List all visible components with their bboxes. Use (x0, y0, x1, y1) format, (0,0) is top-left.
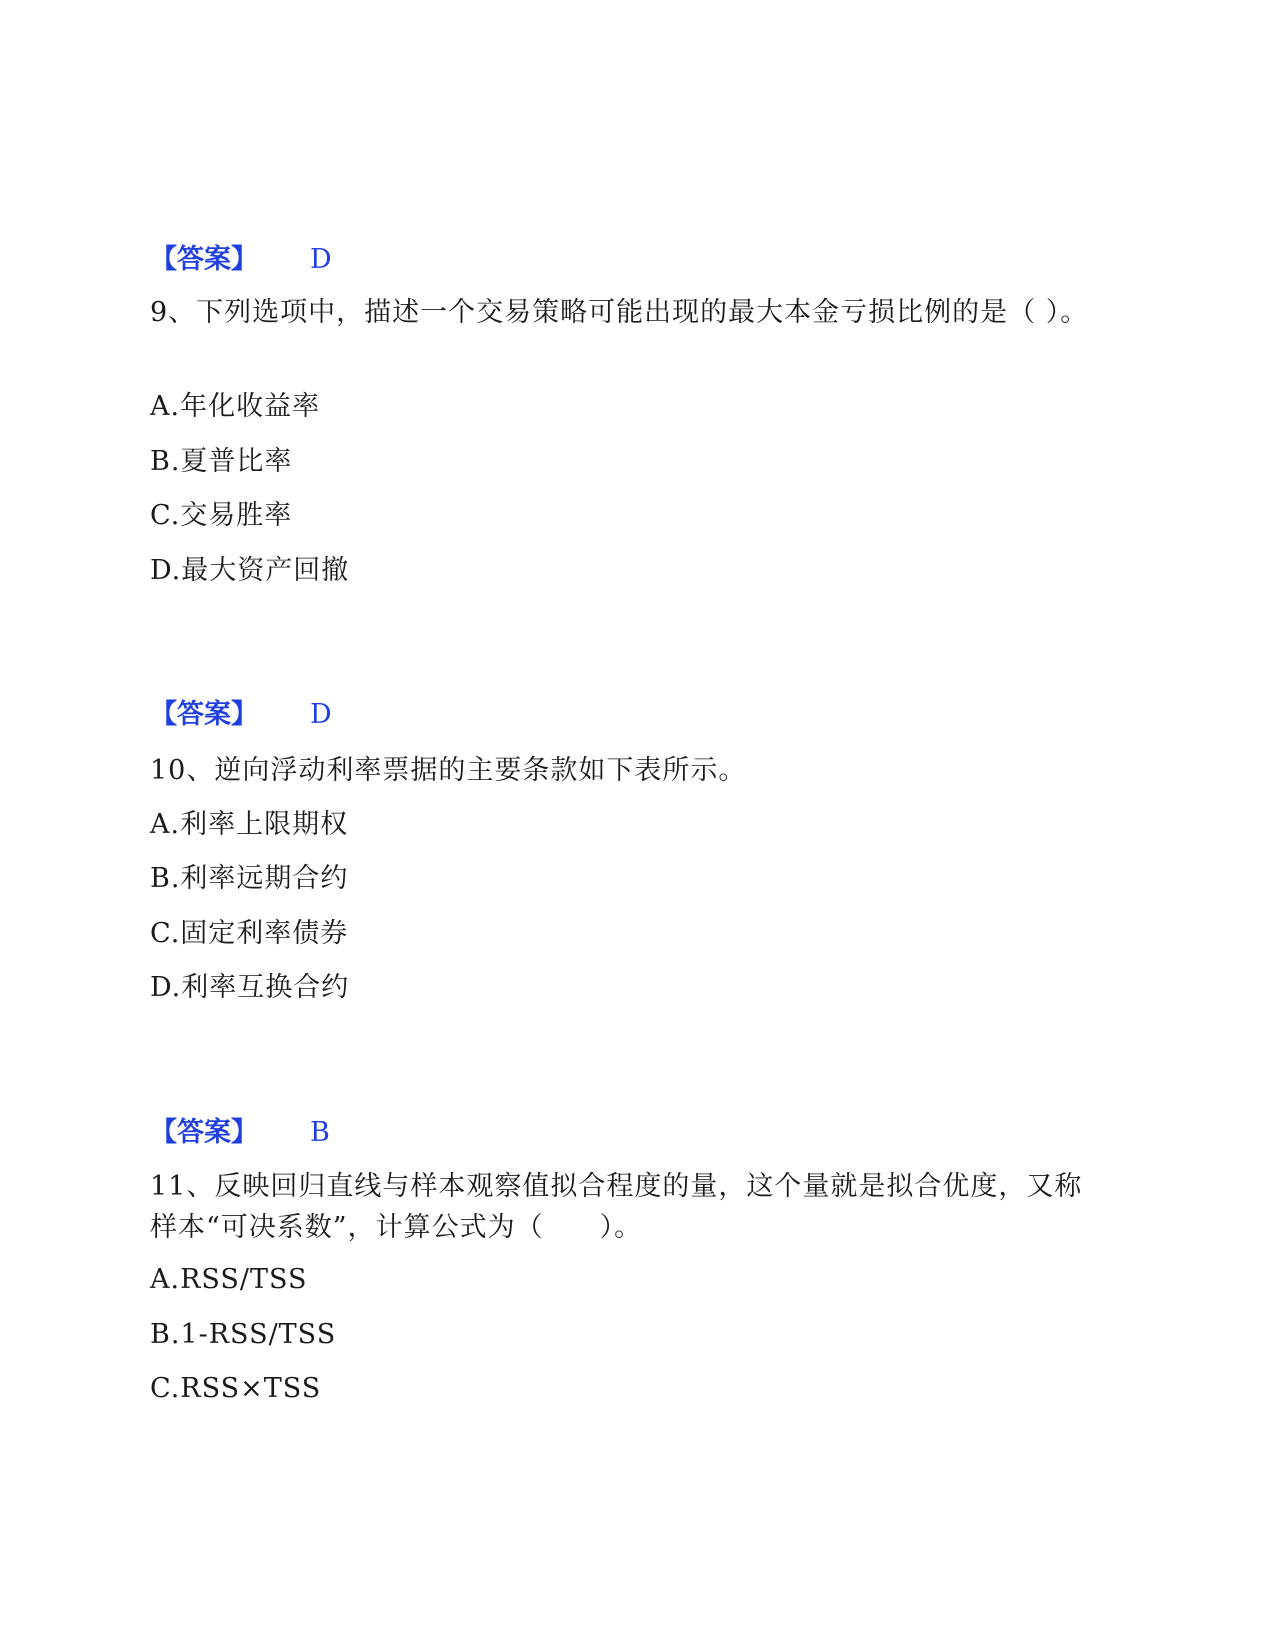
question-11-option-a: A.RSS/TSS (150, 1264, 308, 1295)
answer-line-3 (150, 1113, 330, 1153)
answer-line-2 (150, 695, 332, 735)
question-10-option-a: A.利率上限期权 (150, 809, 349, 840)
question-10-option-d: D.利率互换合约 (150, 972, 350, 1003)
answer-value: B (310, 1117, 330, 1148)
question-9-text: 9、下列选项中，描述一个交易策略可能出现的最大本金亏损比例的是（ ）。 (150, 297, 1089, 328)
question-11-text: 11、反映回归直线与样本观察值拟合程度的量，这个量就是拟合优度，又称样本“可决系数”，计算公式为（ ）。 (150, 1171, 1083, 1243)
question-10-text: 10、逆向浮动利率票据的主要条款如下表所示。 (150, 755, 747, 786)
question-10-option-b: B.利率远期合约 (150, 863, 349, 894)
answer-label: 【答案】 (150, 1117, 258, 1148)
question-11-option-b: B.1-RSS/TSS (150, 1319, 337, 1350)
answer-line-1 (150, 240, 332, 280)
question-9-option-b: B.夏普比率 (150, 446, 293, 477)
question-11-option-c: C.RSS×TSS (150, 1373, 322, 1404)
question-9-option-c: C.交易胜率 (150, 500, 293, 531)
answer-value: D (310, 244, 332, 275)
question-9-option-d: D.最大资产回撤 (150, 555, 350, 586)
answer-value: D (310, 699, 332, 730)
question-9-option-a: A.年化收益率 (150, 391, 321, 422)
question-10-option-c: C.固定利率债券 (150, 918, 349, 949)
answer-label: 【答案】 (150, 699, 258, 730)
answer-label: 【答案】 (150, 244, 258, 275)
